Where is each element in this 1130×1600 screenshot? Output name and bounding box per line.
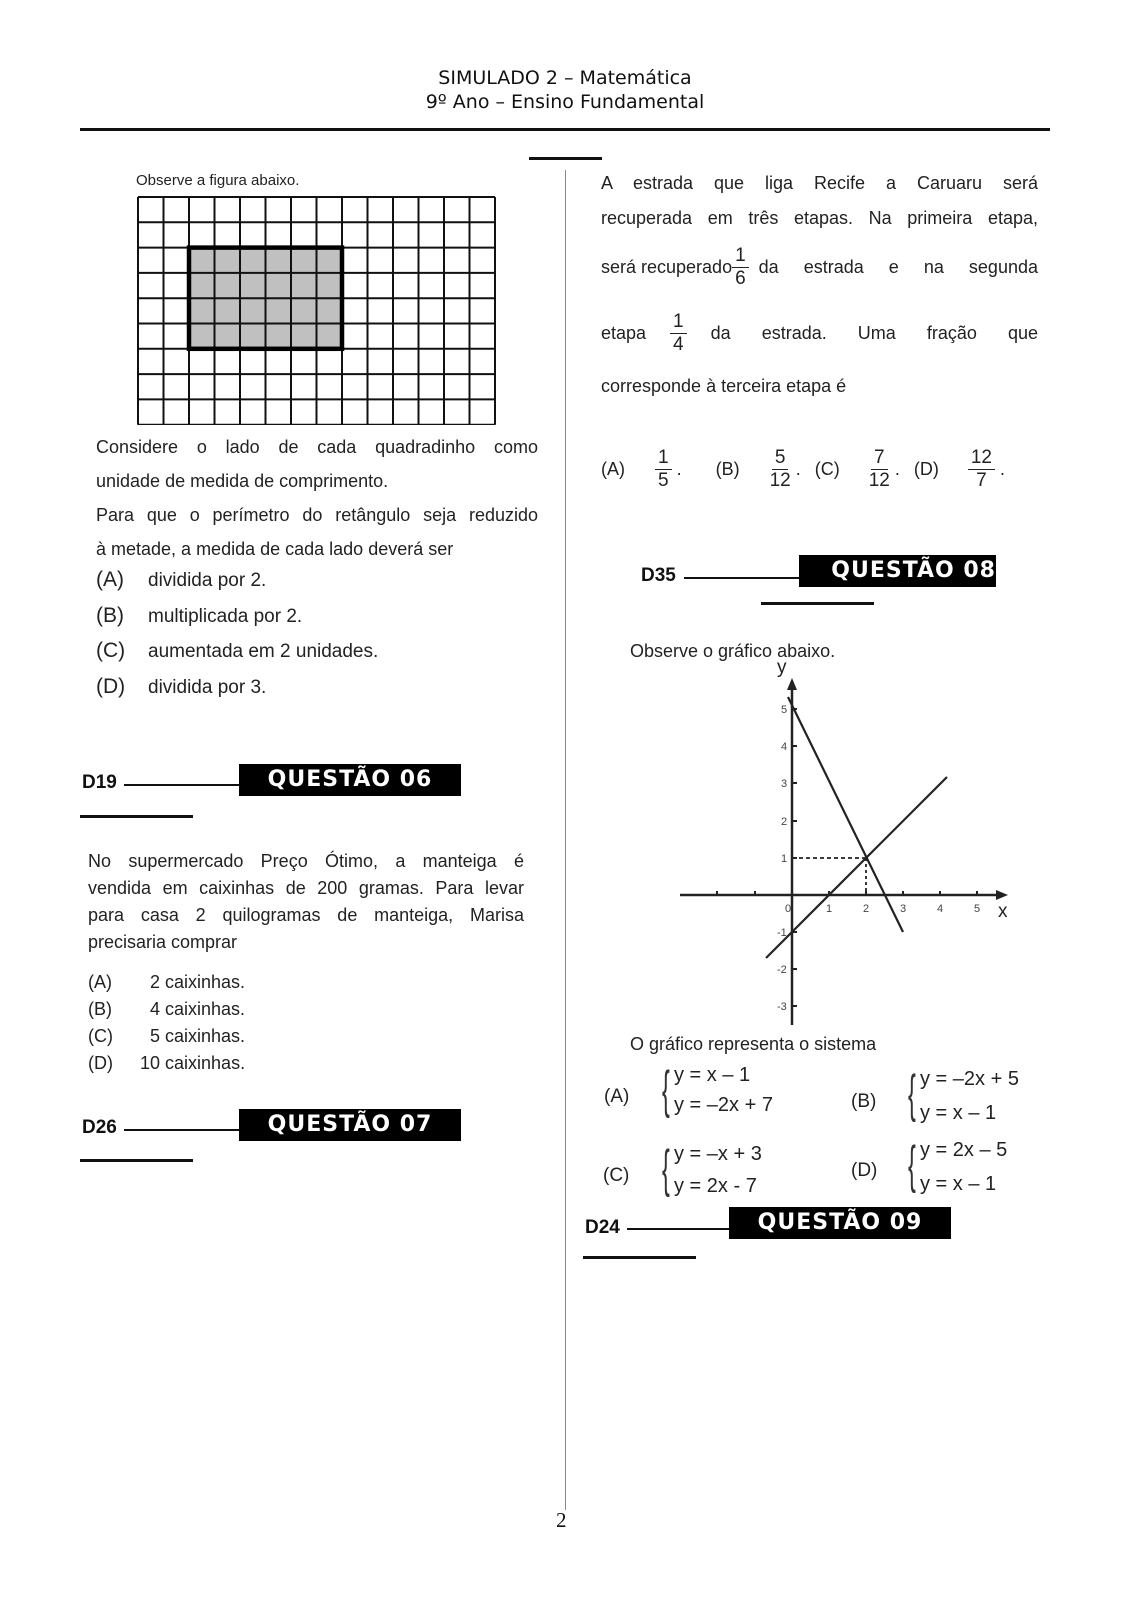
q07-option-b[interactable]: (B) [715, 458, 740, 479]
q06-text-line: No supermercado Preço Ótimo, a manteiga é [88, 851, 524, 871]
fraction-option-b: $\frac{5}{12}$ [769, 446, 791, 491]
q05-intro: Observe a figura abaixo. [136, 172, 300, 189]
page-number: 2 [556, 1508, 567, 1532]
q07-underline [80, 1159, 193, 1162]
y-tick-label: 4 [781, 741, 788, 753]
q06-connector [124, 784, 240, 786]
q05-option-b[interactable]: (B) multiplicada por 2. [96, 604, 303, 627]
x-tick-label: 4 [937, 903, 944, 915]
brace-icon: { [908, 1136, 916, 1194]
x-tick-label: 2 [863, 903, 870, 915]
q05-text-line: Para que o perímetro do retângulo seja reduzido [96, 505, 538, 525]
document-title: SIMULADO 2 – Matemática [438, 67, 692, 89]
q07-text-line4: etapa $\frac{1}{4}$ da estrada. Uma fração que [601, 310, 1038, 355]
column-divider [565, 170, 566, 1510]
q06-text [88, 848, 524, 956]
document-subtitle: 9º Ano – Ensino Fundamental [425, 91, 705, 113]
q07-text [601, 172, 1038, 242]
q09-underline [583, 1256, 696, 1259]
fraction-one-fourth: $\frac{1}{4}$ [670, 311, 687, 356]
q05-option-a[interactable]: (A) dividida por 2. [96, 568, 267, 591]
x-tick-label: 0 [785, 903, 792, 915]
x-axis-label: x [998, 901, 1008, 922]
y-tick-label: -2 [777, 964, 787, 976]
y-tick-label: 2 [781, 816, 788, 828]
fraction-option-c: $\frac{7}{12}$ [868, 446, 890, 491]
q09-label: QUESTÃO 09 [729, 1207, 951, 1239]
grid-figure [136, 195, 496, 425]
q07-descriptor: D26 [82, 1117, 117, 1138]
q05-option-d[interactable]: (D) dividida por 3. [96, 675, 267, 698]
y-tick-label: 1 [781, 853, 788, 865]
q07-text-line: recuperada em três etapas. Na primeira etapa, [601, 208, 1038, 228]
q09-connector [627, 1228, 730, 1230]
q07-connector [124, 1129, 240, 1131]
q05-text [96, 430, 538, 566]
brace-icon: { [662, 1061, 670, 1119]
q07-option-d[interactable]: (D) [913, 458, 939, 479]
y-axis-label: y [777, 660, 787, 678]
x-tick-label: 3 [900, 903, 907, 915]
q06-descriptor: D19 [82, 772, 117, 793]
q06-option-d[interactable]: (D) 10 caixinhas. [88, 1053, 246, 1073]
q05-text-line: unidade de medida de comprimento. [96, 471, 389, 491]
fraction-option-a: $\frac{1}{5}$ [655, 447, 672, 492]
q06-underline [80, 815, 193, 818]
q06-option-b[interactable]: (B) 4 caixinhas. [88, 999, 246, 1019]
system-d: { y = 2x – 5 y = x – 1 [908, 1136, 1008, 1195]
q08-intro: Observe o gráfico abaixo. [630, 641, 836, 661]
q07-text-line3: será recuperado $\frac{1}{6}$ da estrada e na segunda [601, 244, 1038, 289]
q08-question: O gráfico representa o sistema [630, 1034, 877, 1054]
q08-option-d[interactable]: (D) [851, 1160, 878, 1181]
y-axis [787, 678, 797, 1025]
line-graph [660, 660, 1020, 1030]
q08-descriptor: D35 [641, 565, 676, 586]
y-tick-label: -1 [777, 927, 787, 939]
q08-underline [761, 602, 874, 605]
fraction-option-d: $\frac{12}{7}$ [968, 447, 995, 492]
q07-options: (A) $\frac{1}{5}$ . (B) $\frac{5}{12}$ . (C) $\frac{7}{12}$ . (D) $\frac{12}{7}$ . [601, 446, 1006, 491]
q05-option-c[interactable]: (C) aumentada em 2 unidades. [96, 639, 379, 662]
q07-text-line: A estrada que liga Recife a Caruaru será [601, 173, 1038, 193]
q08-label: QUESTÃO 08 [799, 555, 996, 587]
q06-label: QUESTÃO 06 [239, 764, 461, 796]
q08-connector [684, 577, 800, 579]
x-tick-label: 1 [826, 903, 833, 915]
q08-option-b[interactable]: (B) [851, 1091, 877, 1112]
q06-option-c[interactable]: (C) 5 caixinhas. [88, 1026, 246, 1046]
q08-option-c[interactable]: (C) [603, 1165, 630, 1186]
header-rule [80, 128, 1050, 131]
q05-text-line: à metade, a medida de cada lado deverá ser [96, 539, 454, 559]
system-b: { y = –2x + 5 y = x – 1 [908, 1065, 1019, 1124]
short-rule [529, 157, 602, 160]
q06-option-a[interactable]: (A) 2 caixinhas. [88, 972, 246, 992]
y-tick-label: 5 [781, 704, 788, 716]
system-c: { y = –x + 3 y = 2x - 7 [662, 1140, 762, 1198]
brace-icon: { [908, 1065, 916, 1123]
system-a: { y = x – 1 y = –2x + 7 [662, 1061, 773, 1119]
q06-text-line: precisaria comprar [88, 932, 238, 952]
line-y-minus-2x-plus-5 [788, 697, 903, 932]
q09-descriptor: D24 [585, 1217, 620, 1238]
q07-text-line5: corresponde à terceira etapa é [601, 376, 847, 396]
q08-option-a[interactable]: (A) [604, 1086, 630, 1107]
q07-option-c[interactable]: (C) [814, 458, 840, 479]
x-tick-label: 5 [974, 903, 981, 915]
q05-text-line: Considere o lado de cada quadradinho como [96, 437, 538, 457]
q07-option-a[interactable]: (A) [601, 458, 625, 479]
brace-icon: { [662, 1140, 670, 1198]
q06-text-line: vendida em caixinhas de 200 gramas. Para levar [88, 878, 524, 898]
fraction-one-sixth: $\frac{1}{6}$ [732, 245, 749, 290]
q07-label: QUESTÃO 07 [239, 1109, 461, 1141]
x-axis [680, 890, 1008, 900]
y-tick-label: 3 [781, 778, 788, 790]
q06-text-line: para casa 2 quilogramas de manteiga, Marisa [88, 905, 524, 925]
y-tick-label: -3 [777, 1001, 787, 1013]
